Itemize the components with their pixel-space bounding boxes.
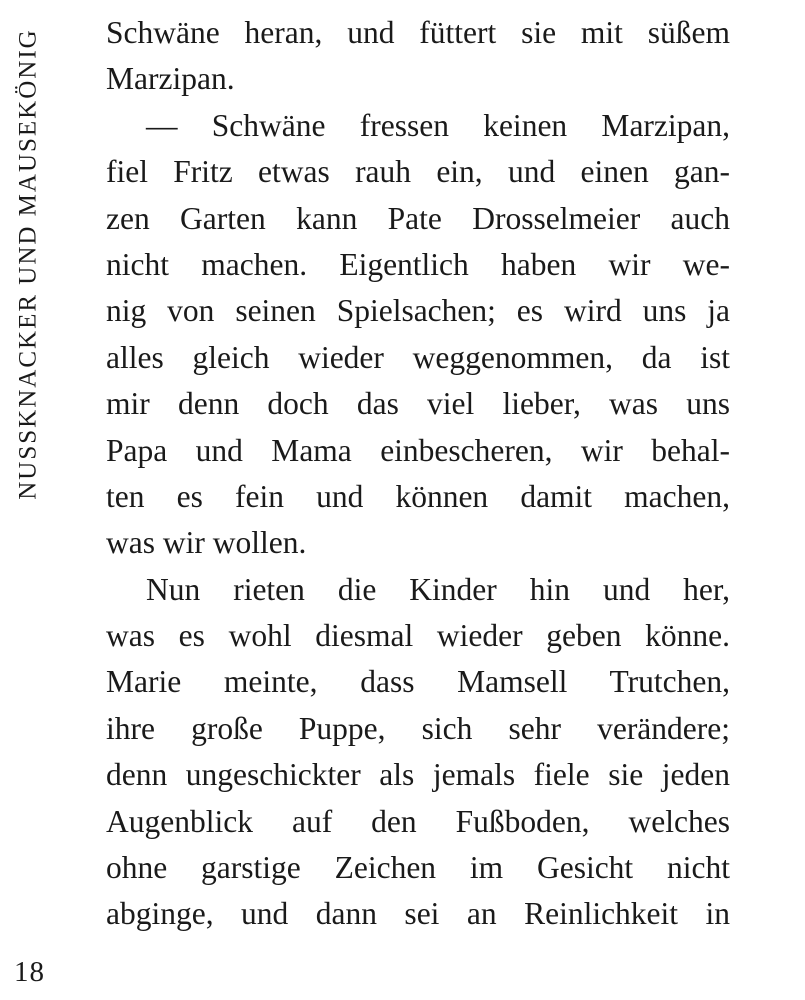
text-line: nig von seinen Spielsachen; es wird uns ja — [106, 293, 730, 329]
page-number: 18 — [14, 956, 45, 988]
text-line: denn ungeschickter als jemals fiele sie jeden — [106, 757, 730, 793]
text-line: nicht machen. Eigentlich haben wir we- — [106, 246, 730, 282]
text-line: Schwäne heran, und füttert sie mit süßem — [106, 15, 730, 50]
text-line: ten es fein und können damit machen, — [106, 478, 730, 514]
text-line: Marzipan. — [106, 61, 235, 97]
text-line: ihre große Puppe, sich sehr verändere; — [106, 710, 730, 746]
text-line: mir denn doch das viel lieber, was uns — [106, 386, 730, 422]
text-line: Augenblick auf den Fußboden, welches — [106, 803, 730, 839]
text-line: alles gleich wieder weggenommen, da ist — [106, 339, 730, 375]
text-line: was es wohl diesmal wieder geben könne. — [106, 618, 730, 654]
text-line: Marie meinte, dass Mamsell Trutchen, — [106, 664, 730, 700]
text-line: zen Garten kann Pate Drosselmeier auch — [106, 200, 730, 236]
running-head-text: NUSSKNACKER UND MAUSEKÖNIG — [15, 28, 43, 500]
text-line: fiel Fritz etwas rauh ein, und einen gan- — [106, 154, 730, 190]
running-head — [8, 14, 50, 514]
text-line: was wir wollen. — [106, 525, 307, 561]
text-line: Papa und Mama einbescheren, wir behal- — [106, 432, 730, 468]
text-line: Nun rieten die Kinder hin und her, — [146, 571, 730, 607]
text-line: ohne garstige Zeichen im Gesicht nicht — [106, 850, 730, 886]
text-line: abginge, und dann sei an Reinlichkeit in — [106, 896, 730, 932]
body-text — [106, 10, 730, 938]
text-line: — Schwäne fressen keinen Marzipan, — [146, 107, 730, 143]
